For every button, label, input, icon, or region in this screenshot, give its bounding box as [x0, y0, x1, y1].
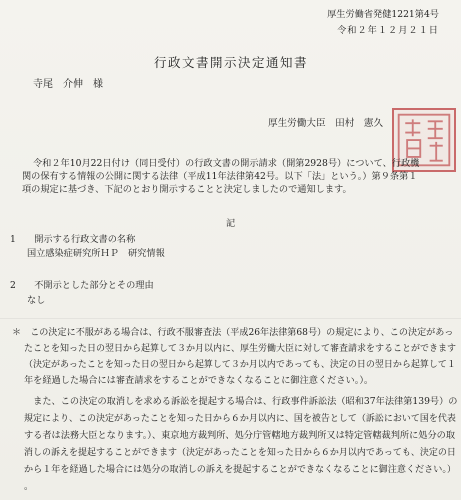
- note-line-4: 年を経過した場合には審査請求をすることができなくなることに御注意ください。）。: [24, 375, 374, 386]
- ki-heading: 記: [226, 218, 236, 229]
- note-line-10: 。: [24, 481, 34, 492]
- intro-line-3: 項の規定に基づき、下記のとおり開示することと決定しましたので通知します。: [22, 184, 352, 195]
- section-2-content: なし: [27, 295, 46, 306]
- note-line-6: 規定により、この決定があったことを知った日から６か月以内に、国を被告として（訴訟において国を代表: [24, 414, 456, 424]
- note-line-5: また、この決定の取消しを求める訴訟を提起する場合は、行政事件訴訟法（昭和37年法律第139号）の: [24, 396, 458, 407]
- paper-fold: [0, 318, 461, 319]
- page-title: 行政文書開示決定通知書: [154, 55, 309, 70]
- sender-name: 厚生労働大臣 田村 憲久: [268, 118, 384, 129]
- section-2-heading: 2 不開示とした部分とその理由: [10, 280, 154, 291]
- document-date: 令和２年１２月２１日: [337, 25, 439, 36]
- note-line-9: から１年を経過した場合には処分の取消しの訴えを提起することができなくなることに御注意ください。）: [24, 465, 456, 475]
- intro-line-2: 関の保有する情報の公開に関する法律（平成11年法律第42号。以下「法」という。）第９条第１: [22, 171, 418, 182]
- note-line-7: する者は法務大臣となります。）、東京地方裁判所、処分庁管轄地方裁判所又は特定管轄裁判所に処分の取: [24, 430, 456, 441]
- note-line-2: たことを知った日の翌日から起算して３か月以内に、厚生労働大臣に対して審査請求をすることができます: [24, 344, 457, 354]
- section-1-heading: 1 開示する行政文書の名称: [10, 234, 136, 245]
- recipient-name: 寺尾 介伸 様: [33, 79, 103, 90]
- intro-line-1: 令和２年10月22日付け（同日受付）の行政文書の開示請求（開第2928号）について、行政機: [33, 158, 420, 169]
- document-number: 厚生労働省発健1221第4号: [327, 9, 439, 20]
- note-line-1: ＊ この決定に不服がある場合は、行政不服審査法（平成26年法律第68号）の規定により、この決定があっ: [12, 328, 454, 338]
- section-1-content: 国立感染症研究所ＨＰ 研究情報: [27, 248, 165, 259]
- note-line-3: （決定があったことを知った日の翌日から起算して３か月以内であっても、決定の日の翌日から起算して１: [24, 360, 456, 370]
- note-line-8: 消しの訴えを提起することができます（決定があったことを知った日から６か月以内であっても、決定の日: [24, 448, 456, 458]
